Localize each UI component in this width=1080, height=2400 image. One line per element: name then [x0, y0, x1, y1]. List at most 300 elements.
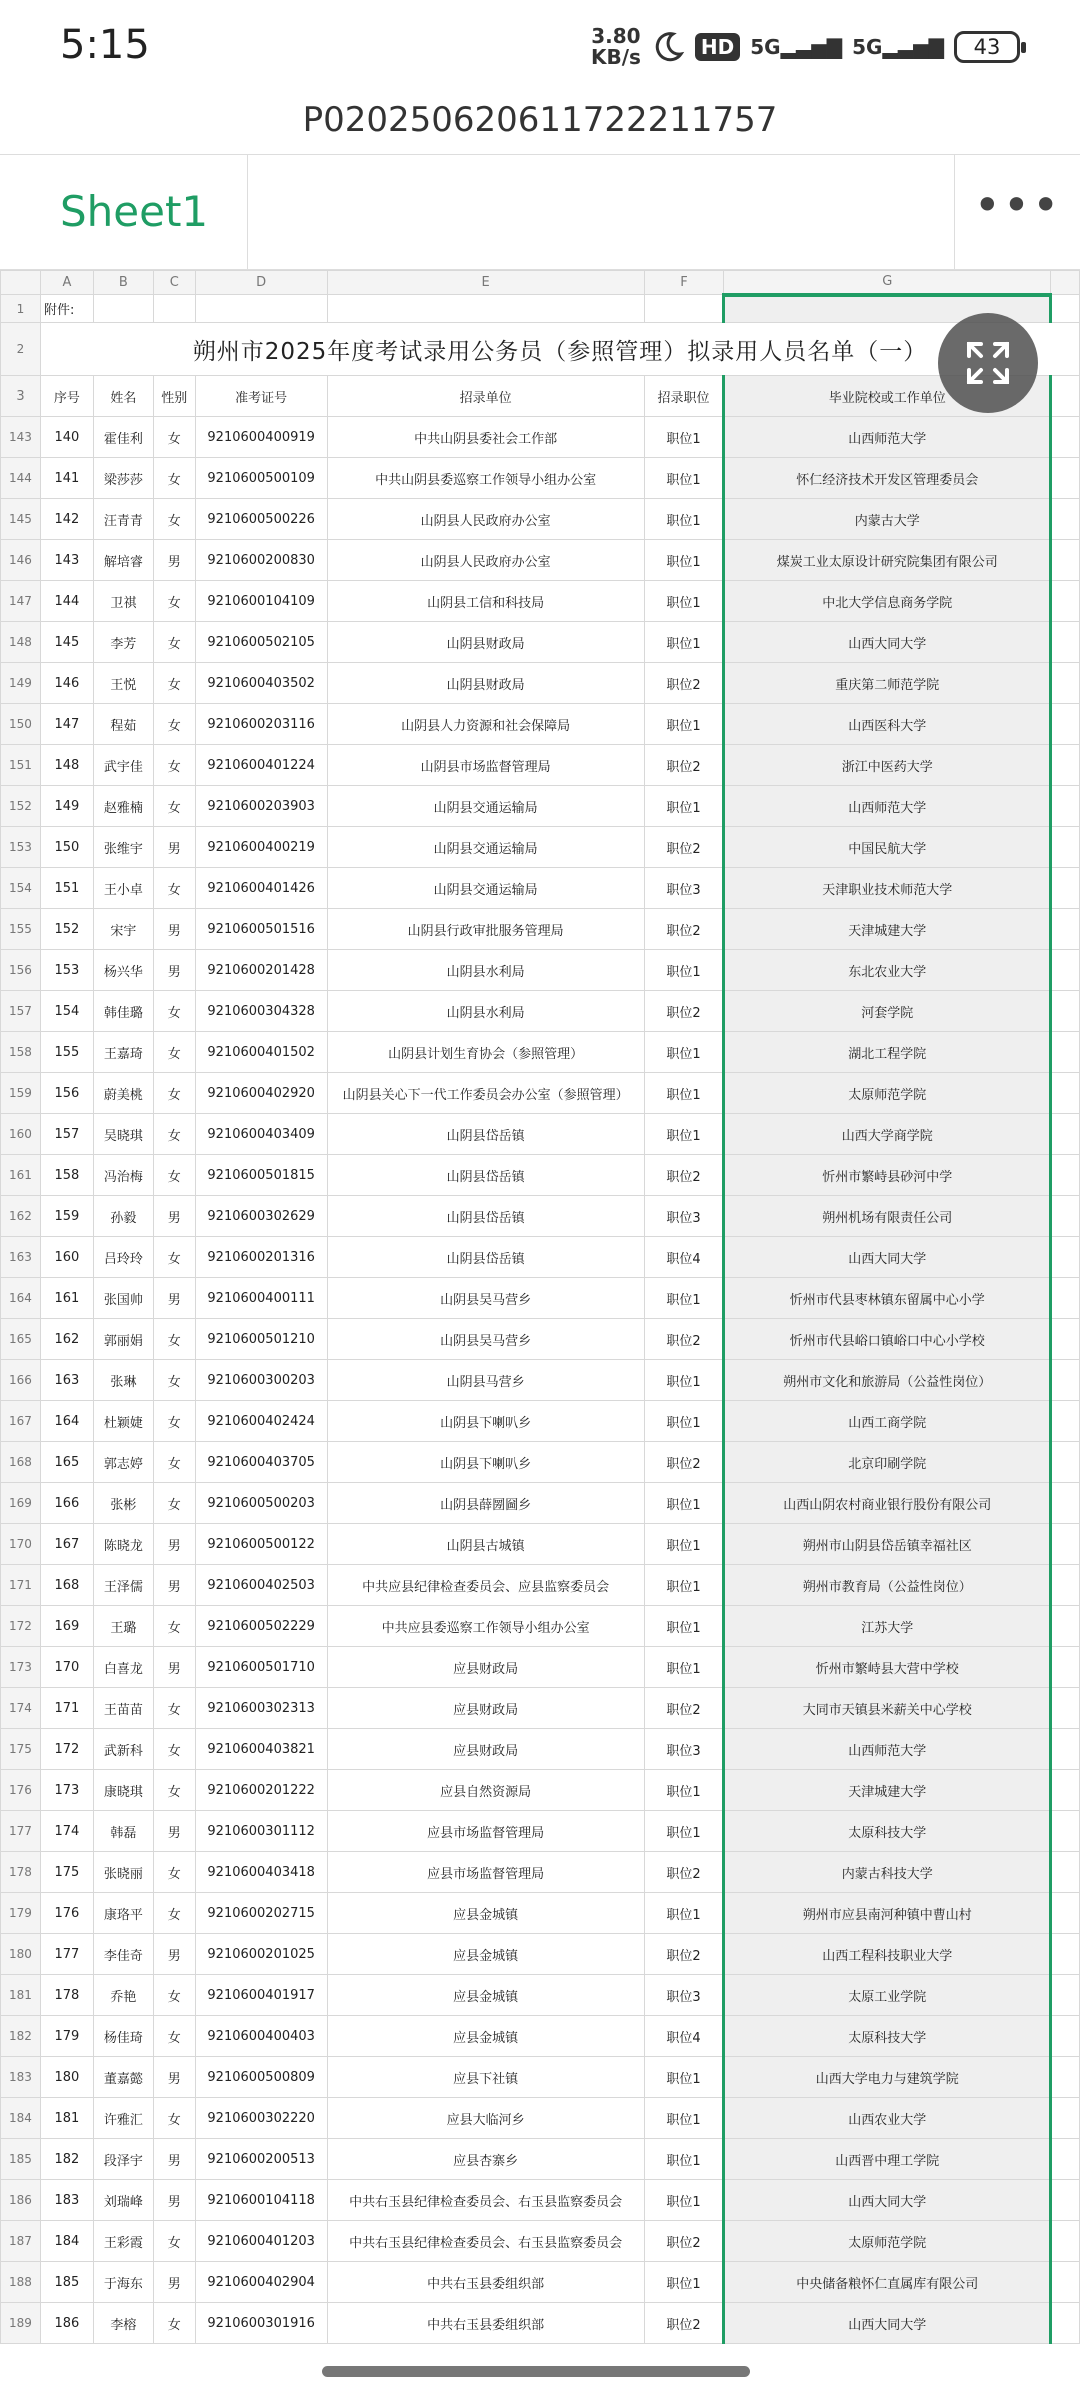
row-number[interactable]: 143 [1, 417, 41, 458]
cell-position[interactable]: 职位3 [644, 868, 724, 909]
row-number[interactable]: 185 [1, 2139, 41, 2180]
cell-seq[interactable]: 151 [40, 868, 93, 909]
row-number[interactable]: 169 [1, 1483, 41, 1524]
cell-position[interactable]: 职位2 [644, 1155, 724, 1196]
cell-name[interactable]: 韩佳璐 [93, 991, 153, 1032]
cell-school[interactable]: 中央储备粮怀仁直属库有限公司 [724, 2262, 1051, 2303]
row-number[interactable]: 154 [1, 868, 41, 909]
cell[interactable] [1051, 1032, 1080, 1073]
cell-gender[interactable]: 女 [153, 1483, 195, 1524]
cell-name[interactable]: 吕玲玲 [93, 1237, 153, 1278]
cell-exam-id[interactable]: 9210600202715 [195, 1893, 327, 1934]
cell-gender[interactable]: 女 [153, 1770, 195, 1811]
cell-position[interactable]: 职位1 [644, 2262, 724, 2303]
cell[interactable] [1051, 1155, 1080, 1196]
cell-exam-id[interactable]: 9210600400219 [195, 827, 327, 868]
cell-school[interactable]: 忻州市代县峪口镇峪口中心小学校 [724, 1319, 1051, 1360]
cell-seq[interactable]: 176 [40, 1893, 93, 1934]
cell[interactable] [1051, 499, 1080, 540]
fullscreen-button[interactable] [938, 313, 1038, 413]
table-title[interactable]: 朔州市2025年度考试录用公务员（参照管理）拟录用人员名单（一） [40, 323, 1079, 376]
cell-seq[interactable]: 175 [40, 1852, 93, 1893]
cell-position[interactable]: 职位3 [644, 1729, 724, 1770]
cell-unit[interactable]: 应县财政局 [327, 1647, 644, 1688]
cell-school[interactable]: 山西农业大学 [724, 2098, 1051, 2139]
cell-exam-id[interactable]: 9210600403418 [195, 1852, 327, 1893]
cell-gender[interactable]: 女 [153, 2098, 195, 2139]
cell-exam-id[interactable]: 9210600402904 [195, 2262, 327, 2303]
cell-unit[interactable]: 山阴县岱岳镇 [327, 1155, 644, 1196]
cell[interactable] [1051, 909, 1080, 950]
cell[interactable] [1051, 745, 1080, 786]
cell-unit[interactable]: 山阴县岱岳镇 [327, 1196, 644, 1237]
cell-school[interactable]: 忻州市繁峙县大营中学校 [724, 1647, 1051, 1688]
cell[interactable] [1051, 1442, 1080, 1483]
cell-name[interactable]: 韩磊 [93, 1811, 153, 1852]
cell-unit[interactable]: 应县金城镇 [327, 1934, 644, 1975]
cell[interactable] [1051, 2139, 1080, 2180]
cell-seq[interactable]: 183 [40, 2180, 93, 2221]
cell-gender[interactable]: 女 [153, 704, 195, 745]
cell-exam-id[interactable]: 9210600500226 [195, 499, 327, 540]
cell-seq[interactable]: 185 [40, 2262, 93, 2303]
header-cell[interactable]: 序号 [40, 376, 93, 417]
cell-gender[interactable]: 男 [153, 1278, 195, 1319]
cell-unit[interactable]: 山阴县交通运输局 [327, 786, 644, 827]
cell-seq[interactable]: 179 [40, 2016, 93, 2057]
row-number[interactable]: 155 [1, 909, 41, 950]
cell-school[interactable]: 忻州市代县枣林镇东留属中心小学 [724, 1278, 1051, 1319]
cell-name[interactable]: 蔚美桃 [93, 1073, 153, 1114]
cell-school[interactable]: 朔州市文化和旅游局（公益性岗位） [724, 1360, 1051, 1401]
cell[interactable] [1051, 622, 1080, 663]
cell-unit[interactable]: 山阴县人民政府办公室 [327, 540, 644, 581]
spreadsheet-grid[interactable] [0, 270, 1080, 2360]
cell-unit[interactable]: 山阴县计划生育协会（参照管理） [327, 1032, 644, 1073]
cell-unit[interactable]: 中共右玉县委组织部 [327, 2303, 644, 2344]
cell-exam-id[interactable]: 9210600203903 [195, 786, 327, 827]
sheet-tab[interactable]: Sheet1 [0, 155, 248, 269]
cell-seq[interactable]: 143 [40, 540, 93, 581]
cell-position[interactable]: 职位2 [644, 909, 724, 950]
cell-name[interactable]: 杜颖婕 [93, 1401, 153, 1442]
col-letter-selected[interactable]: G [724, 271, 1051, 295]
cell-unit[interactable]: 应县市场监督管理局 [327, 1811, 644, 1852]
cell-gender[interactable]: 女 [153, 1442, 195, 1483]
cell[interactable] [1051, 827, 1080, 868]
cell-gender[interactable]: 男 [153, 2180, 195, 2221]
cell[interactable] [153, 295, 195, 323]
cell[interactable] [1051, 1893, 1080, 1934]
cell-school[interactable]: 山西大学商学院 [724, 1114, 1051, 1155]
cell-position[interactable]: 职位1 [644, 581, 724, 622]
cell[interactable] [1051, 1401, 1080, 1442]
cell-exam-id[interactable]: 9210600403409 [195, 1114, 327, 1155]
cell-position[interactable]: 职位2 [644, 663, 724, 704]
cell-gender[interactable]: 男 [153, 1565, 195, 1606]
cell-seq[interactable]: 181 [40, 2098, 93, 2139]
cell-name[interactable]: 卫祺 [93, 581, 153, 622]
cell-school[interactable]: 山西大同大学 [724, 2303, 1051, 2344]
cell-exam-id[interactable]: 9210600402503 [195, 1565, 327, 1606]
cell-school[interactable]: 煤炭工业太原设计研究院集团有限公司 [724, 540, 1051, 581]
row-number[interactable]: 166 [1, 1360, 41, 1401]
cell-school[interactable]: 山西医科大学 [724, 704, 1051, 745]
cell[interactable] [1051, 663, 1080, 704]
cell-gender[interactable]: 男 [153, 950, 195, 991]
col-letter[interactable]: D [195, 271, 327, 295]
cell-a1[interactable]: 附件: [40, 295, 93, 323]
cell[interactable] [1051, 1606, 1080, 1647]
cell-name[interactable]: 乔艳 [93, 1975, 153, 2016]
cell-gender[interactable]: 男 [153, 1196, 195, 1237]
cell-gender[interactable]: 女 [153, 991, 195, 1032]
row-number[interactable]: 170 [1, 1524, 41, 1565]
row-number[interactable]: 176 [1, 1770, 41, 1811]
cell-position[interactable]: 职位1 [644, 1483, 724, 1524]
cell-gender[interactable]: 男 [153, 2139, 195, 2180]
cell-position[interactable]: 职位1 [644, 1401, 724, 1442]
row-number[interactable]: 150 [1, 704, 41, 745]
cell-school[interactable]: 天津城建大学 [724, 1770, 1051, 1811]
cell[interactable] [1051, 1688, 1080, 1729]
cell-position[interactable]: 职位2 [644, 2221, 724, 2262]
cell-exam-id[interactable]: 9210600501710 [195, 1647, 327, 1688]
cell-position[interactable]: 职位1 [644, 622, 724, 663]
cell-seq[interactable]: 163 [40, 1360, 93, 1401]
cell-unit[interactable]: 山阴县水利局 [327, 950, 644, 991]
row-number[interactable]: 162 [1, 1196, 41, 1237]
cell-gender[interactable]: 女 [153, 1606, 195, 1647]
cell-position[interactable]: 职位2 [644, 1688, 724, 1729]
cell-exam-id[interactable]: 9210600501815 [195, 1155, 327, 1196]
cell-position[interactable]: 职位1 [644, 786, 724, 827]
cell[interactable] [1051, 2016, 1080, 2057]
cell-position[interactable]: 职位2 [644, 1319, 724, 1360]
cell-name[interactable]: 刘瑞峰 [93, 2180, 153, 2221]
cell-position[interactable]: 职位2 [644, 991, 724, 1032]
cell-exam-id[interactable]: 9210600400919 [195, 417, 327, 458]
cell-unit[interactable]: 山阴县岱岳镇 [327, 1237, 644, 1278]
cell-unit[interactable]: 山阴县吴马营乡 [327, 1319, 644, 1360]
cell[interactable] [1051, 1196, 1080, 1237]
cell-seq[interactable]: 162 [40, 1319, 93, 1360]
cell-position[interactable]: 职位1 [644, 2180, 724, 2221]
cell-seq[interactable]: 165 [40, 1442, 93, 1483]
cell-gender[interactable]: 男 [153, 1524, 195, 1565]
cell-seq[interactable]: 148 [40, 745, 93, 786]
cell-name[interactable]: 程茹 [93, 704, 153, 745]
cell-position[interactable]: 职位1 [644, 1606, 724, 1647]
row-number[interactable]: 149 [1, 663, 41, 704]
cell-name[interactable]: 梁莎莎 [93, 458, 153, 499]
cell[interactable] [1051, 417, 1080, 458]
cell-name[interactable]: 李芳 [93, 622, 153, 663]
cell-exam-id[interactable]: 9210600401502 [195, 1032, 327, 1073]
cell-gender[interactable]: 女 [153, 786, 195, 827]
header-cell[interactable]: 姓名 [93, 376, 153, 417]
cell-exam-id[interactable]: 9210600300203 [195, 1360, 327, 1401]
cell-school[interactable]: 怀仁经济技术开发区管理委员会 [724, 458, 1051, 499]
cell-position[interactable]: 职位2 [644, 2303, 724, 2344]
row-number[interactable]: 175 [1, 1729, 41, 1770]
col-letter[interactable]: C [153, 271, 195, 295]
cell[interactable] [1051, 2221, 1080, 2262]
cell-exam-id[interactable]: 9210600403705 [195, 1442, 327, 1483]
cell[interactable] [1051, 1360, 1080, 1401]
cell-gender[interactable]: 女 [153, 1729, 195, 1770]
cell-school[interactable]: 中北大学信息商务学院 [724, 581, 1051, 622]
cell-school[interactable]: 太原师范学院 [724, 1073, 1051, 1114]
cell[interactable] [1051, 1114, 1080, 1155]
row-number[interactable]: 160 [1, 1114, 41, 1155]
cell[interactable] [1051, 950, 1080, 991]
cell-exam-id[interactable]: 9210600501210 [195, 1319, 327, 1360]
cell-unit[interactable]: 中共应县委巡察工作领导小组办公室 [327, 1606, 644, 1647]
cell-exam-id[interactable]: 9210600501516 [195, 909, 327, 950]
cell-name[interactable]: 王嘉琦 [93, 1032, 153, 1073]
cell-school[interactable]: 山西大学电力与建筑学院 [724, 2057, 1051, 2098]
row-number[interactable]: 144 [1, 458, 41, 499]
cell-exam-id[interactable]: 9210600401917 [195, 1975, 327, 2016]
cell-name[interactable]: 杨兴华 [93, 950, 153, 991]
cell-position[interactable]: 职位1 [644, 540, 724, 581]
cell-unit[interactable]: 应县金城镇 [327, 1975, 644, 2016]
cell-gender[interactable]: 女 [153, 1319, 195, 1360]
cell-school[interactable]: 中国民航大学 [724, 827, 1051, 868]
cell-school[interactable]: 山西大同大学 [724, 622, 1051, 663]
cell-gender[interactable]: 女 [153, 1114, 195, 1155]
row-number[interactable]: 2 [1, 323, 41, 376]
cell-name[interactable]: 康晓琪 [93, 1770, 153, 1811]
row-number[interactable]: 1 [1, 295, 41, 323]
cell-seq[interactable]: 152 [40, 909, 93, 950]
row-number[interactable]: 177 [1, 1811, 41, 1852]
cell-seq[interactable]: 146 [40, 663, 93, 704]
row-number[interactable]: 156 [1, 950, 41, 991]
cell-seq[interactable]: 159 [40, 1196, 93, 1237]
cell-position[interactable]: 职位1 [644, 458, 724, 499]
cell-seq[interactable]: 140 [40, 417, 93, 458]
cell-unit[interactable]: 中共右玉县纪律检查委员会、右玉县监察委员会 [327, 2221, 644, 2262]
cell-name[interactable]: 董嘉懿 [93, 2057, 153, 2098]
cell-gender[interactable]: 男 [153, 827, 195, 868]
cell-position[interactable]: 职位4 [644, 1237, 724, 1278]
cell-seq[interactable]: 172 [40, 1729, 93, 1770]
cell-position[interactable]: 职位2 [644, 1852, 724, 1893]
cell-gender[interactable]: 女 [153, 458, 195, 499]
cell-seq[interactable]: 158 [40, 1155, 93, 1196]
cell-gender[interactable]: 男 [153, 909, 195, 950]
row-number[interactable]: 146 [1, 540, 41, 581]
cell-gender[interactable]: 女 [153, 1852, 195, 1893]
cell-position[interactable]: 职位2 [644, 1442, 724, 1483]
cell-exam-id[interactable]: 9210600302313 [195, 1688, 327, 1729]
cell-gender[interactable]: 女 [153, 1893, 195, 1934]
cell-school[interactable]: 朔州市教育局（公益性岗位） [724, 1565, 1051, 1606]
cell-name[interactable]: 杨佳琦 [93, 2016, 153, 2057]
cell-school[interactable]: 山西大同大学 [724, 2180, 1051, 2221]
cell[interactable] [1051, 1319, 1080, 1360]
cell-position[interactable]: 职位1 [644, 2139, 724, 2180]
cell-name[interactable]: 郭志婷 [93, 1442, 153, 1483]
cell-unit[interactable]: 山阴县吴马营乡 [327, 1278, 644, 1319]
cell[interactable] [1051, 1278, 1080, 1319]
cell[interactable] [644, 295, 724, 323]
cell-exam-id[interactable]: 9210600502229 [195, 1606, 327, 1647]
cell-unit[interactable]: 山阴县财政局 [327, 622, 644, 663]
cell-unit[interactable]: 山阴县薛圐圙乡 [327, 1483, 644, 1524]
cell-seq[interactable]: 173 [40, 1770, 93, 1811]
cell-exam-id[interactable]: 9210600200830 [195, 540, 327, 581]
cell-unit[interactable]: 应县财政局 [327, 1729, 644, 1770]
row-number[interactable]: 168 [1, 1442, 41, 1483]
cell-exam-id[interactable]: 9210600401224 [195, 745, 327, 786]
cell-school[interactable]: 重庆第二师范学院 [724, 663, 1051, 704]
cell-exam-id[interactable]: 9210600401426 [195, 868, 327, 909]
cell-name[interactable]: 武新科 [93, 1729, 153, 1770]
cell-school[interactable]: 河套学院 [724, 991, 1051, 1032]
cell-name[interactable]: 张晓丽 [93, 1852, 153, 1893]
cell-unit[interactable]: 中共右玉县委组织部 [327, 2262, 644, 2303]
cell-unit[interactable]: 应县大临河乡 [327, 2098, 644, 2139]
cell[interactable] [1051, 1934, 1080, 1975]
cell-name[interactable]: 王彩霞 [93, 2221, 153, 2262]
cell[interactable] [1051, 2262, 1080, 2303]
cell-unit[interactable]: 山阴县交通运输局 [327, 868, 644, 909]
cell-school[interactable]: 朔州市山阴县岱岳镇幸福社区 [724, 1524, 1051, 1565]
cell-unit[interactable]: 山阴县人力资源和社会保障局 [327, 704, 644, 745]
cell[interactable] [1051, 540, 1080, 581]
cell-name[interactable]: 武宇佳 [93, 745, 153, 786]
cell-unit[interactable]: 山阴县人民政府办公室 [327, 499, 644, 540]
cell-unit[interactable]: 山阴县工信和科技局 [327, 581, 644, 622]
cell-position[interactable]: 职位2 [644, 827, 724, 868]
cell-unit[interactable]: 山阴县交通运输局 [327, 827, 644, 868]
cell-name[interactable]: 郭丽娟 [93, 1319, 153, 1360]
cell-position[interactable]: 职位3 [644, 1975, 724, 2016]
cell-unit[interactable]: 山阴县岱岳镇 [327, 1114, 644, 1155]
cell[interactable] [1051, 458, 1080, 499]
cell-unit[interactable]: 山阴县下喇叭乡 [327, 1442, 644, 1483]
cell[interactable] [1051, 295, 1080, 323]
cell-exam-id[interactable]: 9210600502105 [195, 622, 327, 663]
cell-gender[interactable]: 女 [153, 2016, 195, 2057]
cell-gender[interactable]: 女 [153, 417, 195, 458]
cell[interactable] [1051, 2098, 1080, 2139]
cell-seq[interactable]: 166 [40, 1483, 93, 1524]
row-number[interactable]: 179 [1, 1893, 41, 1934]
cell-name[interactable]: 段泽宇 [93, 2139, 153, 2180]
row-number[interactable]: 151 [1, 745, 41, 786]
cell-gender[interactable]: 女 [153, 2221, 195, 2262]
cell-position[interactable]: 职位1 [644, 704, 724, 745]
cell[interactable] [93, 295, 153, 323]
row-number[interactable]: 186 [1, 2180, 41, 2221]
cell-seq[interactable]: 184 [40, 2221, 93, 2262]
cell-seq[interactable]: 147 [40, 704, 93, 745]
cell-school[interactable]: 大同市天镇县米薪关中心学校 [724, 1688, 1051, 1729]
cell-gender[interactable]: 女 [153, 745, 195, 786]
cell-name[interactable]: 赵雅楠 [93, 786, 153, 827]
cell-exam-id[interactable]: 9210600104118 [195, 2180, 327, 2221]
cell[interactable] [1051, 1565, 1080, 1606]
cell-school[interactable]: 朔州市应县南河种镇中曹山村 [724, 1893, 1051, 1934]
cell-gender[interactable]: 女 [153, 581, 195, 622]
row-number[interactable]: 184 [1, 2098, 41, 2139]
cell[interactable] [1051, 991, 1080, 1032]
cell-gender[interactable]: 男 [153, 2057, 195, 2098]
cell-position[interactable]: 职位1 [644, 1565, 724, 1606]
cell-name[interactable]: 王泽儒 [93, 1565, 153, 1606]
cell-gender[interactable]: 女 [153, 1155, 195, 1196]
cell-gender[interactable]: 女 [153, 1360, 195, 1401]
row-number[interactable]: 167 [1, 1401, 41, 1442]
cell-seq[interactable]: 180 [40, 2057, 93, 2098]
cell-school[interactable]: 山西大同大学 [724, 1237, 1051, 1278]
row-number[interactable]: 188 [1, 2262, 41, 2303]
header-cell[interactable]: 准考证号 [195, 376, 327, 417]
row-number[interactable]: 189 [1, 2303, 41, 2344]
row-number[interactable]: 161 [1, 1155, 41, 1196]
cell-gender[interactable]: 女 [153, 1975, 195, 2016]
cell-name[interactable]: 张国帅 [93, 1278, 153, 1319]
header-cell[interactable]: 招录单位 [327, 376, 644, 417]
cell-position[interactable]: 职位1 [644, 2098, 724, 2139]
cell-exam-id[interactable]: 9210600200513 [195, 2139, 327, 2180]
cell-name[interactable]: 张琳 [93, 1360, 153, 1401]
row-number[interactable]: 152 [1, 786, 41, 827]
cell[interactable] [195, 295, 327, 323]
cell-name[interactable]: 张彬 [93, 1483, 153, 1524]
cell-school[interactable]: 山西晋中理工学院 [724, 2139, 1051, 2180]
cell-school[interactable]: 内蒙古科技大学 [724, 1852, 1051, 1893]
sheet-table[interactable] [0, 270, 1080, 2344]
cell[interactable] [1051, 1647, 1080, 1688]
cell-school[interactable]: 太原工业学院 [724, 1975, 1051, 2016]
cell-seq[interactable]: 149 [40, 786, 93, 827]
cell[interactable] [1051, 581, 1080, 622]
cell-seq[interactable]: 145 [40, 622, 93, 663]
cell-name[interactable]: 李榕 [93, 2303, 153, 2344]
row-number[interactable]: 145 [1, 499, 41, 540]
row-number[interactable]: 173 [1, 1647, 41, 1688]
col-letter[interactable]: B [93, 271, 153, 295]
cell-gender[interactable]: 男 [153, 2262, 195, 2303]
cell-name[interactable]: 解培睿 [93, 540, 153, 581]
cell-school[interactable]: 天津职业技术师范大学 [724, 868, 1051, 909]
cell-name[interactable]: 王苗苗 [93, 1688, 153, 1729]
cell[interactable] [1051, 1852, 1080, 1893]
cell-name[interactable]: 王小卓 [93, 868, 153, 909]
row-number[interactable]: 187 [1, 2221, 41, 2262]
cell-name[interactable]: 宋宇 [93, 909, 153, 950]
cell-exam-id[interactable]: 9210600201222 [195, 1770, 327, 1811]
cell-unit[interactable]: 中共山阴县委社会工作部 [327, 417, 644, 458]
cell[interactable] [1051, 1811, 1080, 1852]
row-number[interactable]: 178 [1, 1852, 41, 1893]
cell[interactable] [1051, 2057, 1080, 2098]
cell-name[interactable]: 吴晓琪 [93, 1114, 153, 1155]
cell-unit[interactable]: 应县金城镇 [327, 2016, 644, 2057]
cell-unit[interactable]: 中共右玉县纪律检查委员会、右玉县监察委员会 [327, 2180, 644, 2221]
cell-school[interactable]: 太原师范学院 [724, 2221, 1051, 2262]
cell-name[interactable]: 张维宇 [93, 827, 153, 868]
cell-school[interactable]: 山西师范大学 [724, 417, 1051, 458]
cell[interactable] [1051, 1073, 1080, 1114]
cell-position[interactable]: 职位1 [644, 1811, 724, 1852]
cell-seq[interactable]: 161 [40, 1278, 93, 1319]
